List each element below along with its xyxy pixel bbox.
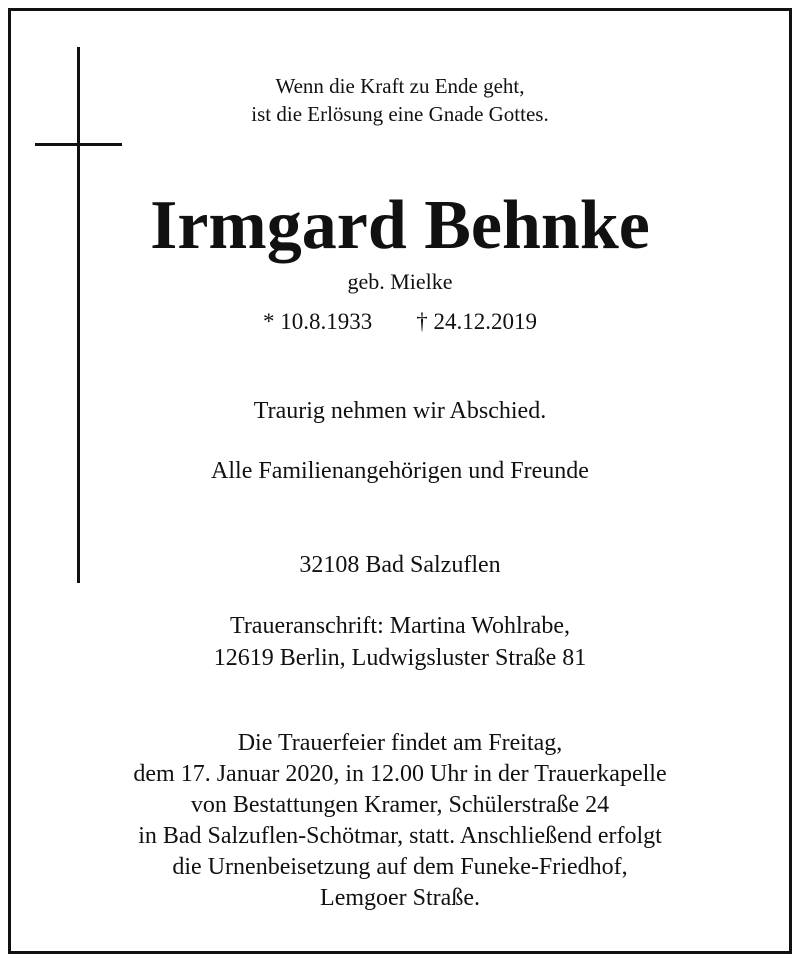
mourning-address xyxy=(0,610,800,674)
city-text: 32108 Bad Salzuflen xyxy=(299,552,501,578)
motto-line-2: ist die Erlösung eine Gnade Gottes. xyxy=(251,102,549,126)
motto-line-1: Wenn die Kraft zu Ende geht, xyxy=(275,74,525,98)
deceased-name: Irmgard Behnke xyxy=(150,187,650,264)
ceremony-line: in Bad Salzuflen-Schötmar, statt. Anschließend erfolgt xyxy=(138,823,662,849)
ceremony-line: dem 17. Januar 2020, in 12.00 Uhr in der Trauerkapelle xyxy=(133,761,667,787)
motto xyxy=(0,72,800,128)
mourners-text: Alle Familienangehörigen und Freunde xyxy=(211,458,589,484)
maiden-name: geb. Mielke xyxy=(347,269,453,294)
cross-horizontal-bar xyxy=(35,143,122,146)
address-line-2: 12619 Berlin, Ludwigsluster Straße 81 xyxy=(213,645,587,671)
ceremony-notice xyxy=(0,728,800,914)
ceremony-line: die Urnenbeisetzung auf dem Funeke-Friedhof, xyxy=(172,854,628,880)
address-line-1: Traueranschrift: Martina Wohlrabe, xyxy=(230,613,570,639)
birth-date: * 10.8.1933 xyxy=(263,309,373,334)
ceremony-line: Die Trauerfeier findet am Freitag, xyxy=(237,730,563,756)
ceremony-line: von Bestattungen Kramer, Schülerstraße 24 xyxy=(190,792,610,818)
ceremony-line: Lemgoer Straße. xyxy=(320,885,480,911)
life-dates xyxy=(0,308,800,336)
farewell-text: Traurig nehmen wir Abschied. xyxy=(253,398,547,424)
death-date: † 24.12.2019 xyxy=(416,309,537,334)
